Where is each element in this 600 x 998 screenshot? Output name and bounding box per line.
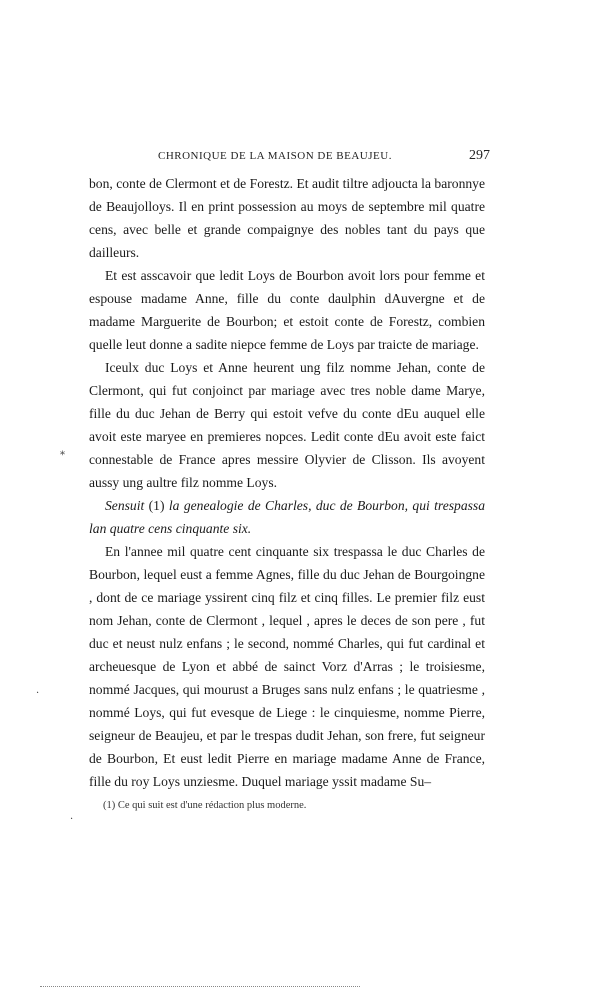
running-title: CHRONIQUE DE LA MAISON DE BEAUJEU.	[158, 150, 392, 162]
margin-mark-left: *	[60, 450, 65, 461]
paragraph-3: Iceulx duc Loys et Anne heurent ung filz nomme Jehan, conte de Clermont, qui fut conjoinct par mariage avec tres noble dame Marye, fille du duc Jehan de Berry qui estoit vefve du conte dEu auquel elle avoit este maryee en premieres nopces. Ledit conte dEu avoit este faict connestable de France apres messire Olyvier de Clisson. Ils avoyent aussy ung aultre filz nomme Loys.	[89, 360, 485, 490]
heading-genealogy: la genealogie de Charles, duc de Bourbon, qui trespassa lan quatre cens cinquante six.	[89, 498, 485, 536]
page-number: 297	[469, 148, 490, 163]
margin-mark-small: ·	[36, 688, 40, 699]
footnote: (1) Ce qui suit est d'une rédaction plus moderne.	[103, 800, 307, 811]
paragraph-5: En l'annee mil quatre cent cinquante six trespassa le duc Charles de Bourbon, lequel eust a femme Agnes, fille du duc Jehan de Bourgoingne , dont de ce mariage yssirent cinq filz et cinq filles. Le premier filz eust nom Jehan, conte de Clermont , lequel , apres le deces de son pere , fut duc et neust nulz enfans ; le second, nommé Charles, qui fut cardinal et archeuesque de Lyon et abbé de sainct Vorz d'Arras ; le troisiesme, nommé Jacques, qui mourust a Bruges sans nulz enfans ; le quatriesme , nommé Loys, qui fut evesque de Liege : le cinquiesme, nomme Pierre, seigneur de Beaujeu, et par le trespas dudit Jehan, son frere, fut seigneur de Bourbon, Et eust ledit Pierre en mariage madame Anne de France, fille du roy Loys unziesme. Duquel mariage yssit madame Su–	[89, 544, 485, 789]
paragraph-4-heading	[89, 494, 485, 540]
footnote-ref: (1)	[144, 498, 169, 513]
body-text	[89, 172, 485, 793]
bottom-rule	[40, 986, 360, 987]
paragraph-2: Et est asscavoir que ledit Loys de Bourbon avoit lors pour femme et espouse madame Anne, fille du conte daulphin dAuvergne et de madame Marguerite de Bourbon; et estoit conte de Forestz, combien quelle leut donne a sadite niepce femme de Loys par traicte de mariage.	[89, 268, 485, 352]
paragraph-1: bon, conte de Clermont et de Forestz. Et audit tiltre adjoucta la baronnye de Beaujolloys. Il en print possession au moys de septembre mil quatre cens, avec belle et grande compaignye des nobles tant du pays que dailleurs.	[89, 176, 485, 260]
margin-mark-footnote: ·	[70, 814, 74, 825]
heading-sensuit: Sensuit	[105, 498, 145, 513]
